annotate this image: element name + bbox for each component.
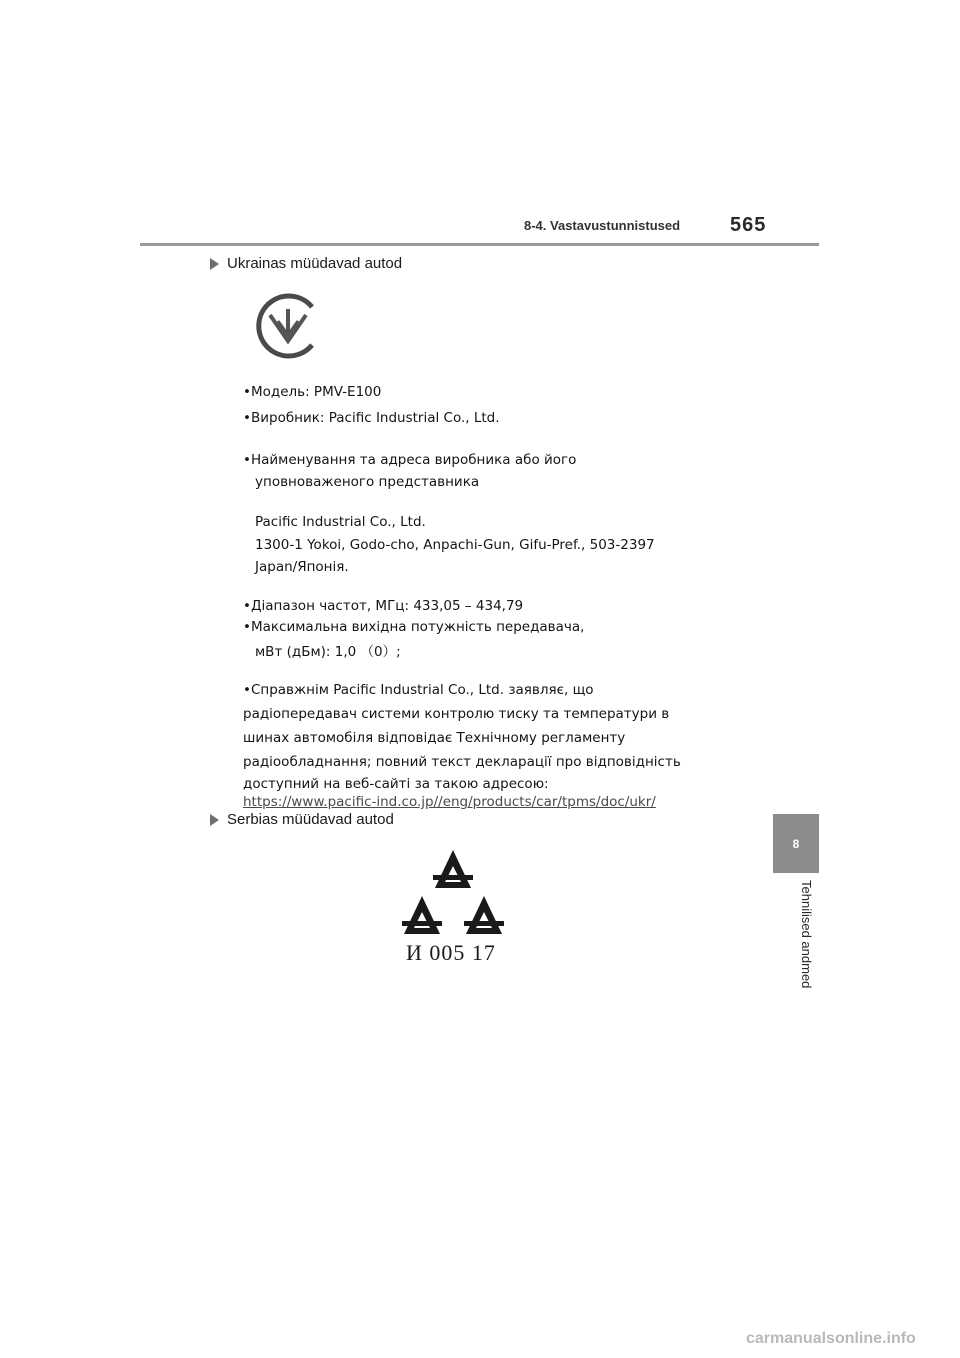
cert-name-address: •Найменування та адреса виробника або його bbox=[243, 452, 577, 468]
cert-declaration-5: доступний на веб-сайті за такою адресою: bbox=[243, 776, 549, 792]
cert-declaration-2: радіопередавач системи контролю тиску та температури в bbox=[243, 706, 670, 722]
chapter-number: 8 bbox=[792, 836, 800, 851]
serbia-heading bbox=[210, 811, 394, 828]
cert-model: •Модель: PMV-E100 bbox=[243, 384, 382, 400]
cert-country: Japan/Японія. bbox=[255, 559, 349, 575]
cert-representative: уповноваженого представника bbox=[255, 474, 480, 490]
cert-declaration-3: шинах автомобіля відповідає Технічному регламенту bbox=[243, 730, 626, 746]
watermark: carmanualsonline.info bbox=[746, 1330, 916, 1347]
serbia-heading-text: Serbias müüdavad autod bbox=[227, 811, 394, 828]
serbia-cert-code: И 005 17 bbox=[406, 940, 496, 965]
cert-power: •Максимальна вихідна потужність передавача, bbox=[243, 619, 585, 635]
triangle-bullet-icon bbox=[210, 258, 219, 270]
page-number: 565 bbox=[730, 214, 767, 236]
ukraine-heading bbox=[210, 255, 402, 272]
chapter-tab[interactable] bbox=[773, 814, 819, 873]
cert-declaration-4: радіообладнання; повний текст декларації про відповідність bbox=[243, 754, 681, 770]
cert-url-link[interactable]: https://www.pacific-ind.co.jp//eng/products/car/tpms/doc/ukr/ bbox=[243, 794, 656, 810]
cert-manufacturer: •Виробник: Pacific Industrial Co., Ltd. bbox=[243, 410, 500, 426]
chapter-label: Tehnilised andmed bbox=[799, 880, 814, 989]
cert-company: Pacific Industrial Co., Ltd. bbox=[255, 514, 426, 530]
ukraine-heading-text: Ukrainas müüdavad autod bbox=[227, 255, 403, 272]
section-title: 8-4. Vastavustunnistused bbox=[524, 218, 681, 233]
header-divider bbox=[140, 243, 819, 246]
triangle-bullet-icon bbox=[210, 814, 219, 826]
serbia-conformity-mark-icon bbox=[400, 848, 506, 938]
cert-frequency: •Діапазон частот, МГц: 433,05 – 434,79 bbox=[243, 598, 524, 614]
ukraine-conformity-mark-icon bbox=[256, 291, 324, 361]
cert-power-value: мВт (дБм): 1,0 （0）; bbox=[255, 644, 401, 660]
cert-declaration-1: •Справжнім Pacific Industrial Co., Ltd. заявляє, що bbox=[243, 682, 594, 698]
cert-address: 1300-1 Yokoi, Godo-cho, Anpachi-Gun, Gifu-Pref., 503-2397 bbox=[255, 537, 655, 553]
